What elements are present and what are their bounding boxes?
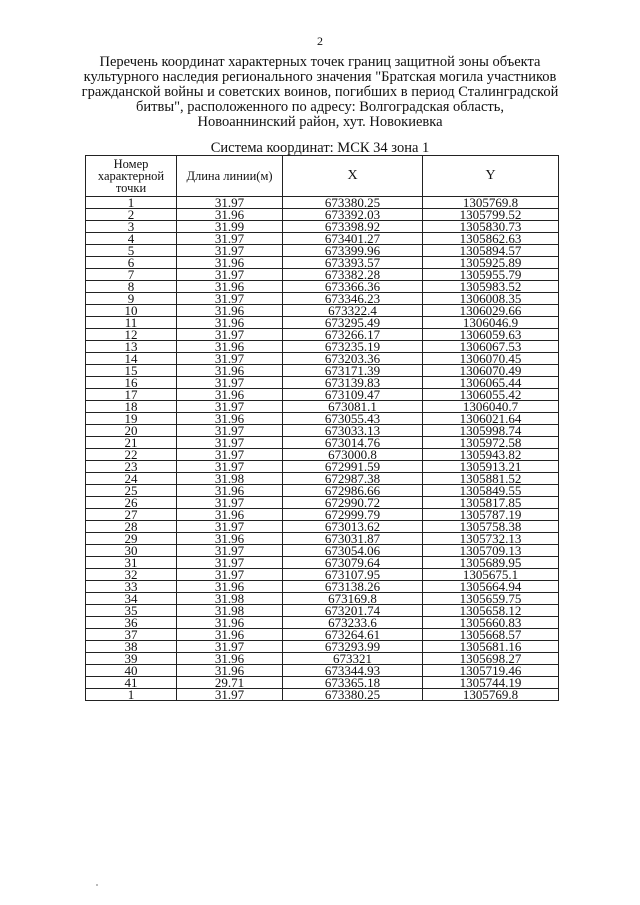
cell-line-length: 31.96 [177, 209, 283, 221]
cell-y: 1305698.27 [423, 653, 559, 665]
cell-y: 1305998.74 [423, 425, 559, 437]
table-row [86, 209, 559, 221]
cell-line-length: 31.96 [177, 533, 283, 545]
cell-line-length: 31.97 [177, 269, 283, 281]
cell-line-length: 31.97 [177, 425, 283, 437]
cell-point-number: 16 [86, 377, 177, 389]
cell-point-number: 27 [86, 509, 177, 521]
cell-x: 673233.6 [283, 617, 423, 629]
cell-x: 673295.49 [283, 317, 423, 329]
cell-y: 1305769.8 [423, 689, 559, 701]
cell-line-length: 31.96 [177, 281, 283, 293]
cell-line-length: 31.97 [177, 461, 283, 473]
cell-point-number: 1 [86, 689, 177, 701]
cell-y: 1305830.73 [423, 221, 559, 233]
title-line: Новоаннинский район, хут. Новокиевка [197, 114, 443, 130]
cell-x: 673139.83 [283, 377, 423, 389]
cell-x: 672990.72 [283, 497, 423, 509]
cell-y: 1305668.57 [423, 629, 559, 641]
table-row [86, 353, 559, 365]
cell-x: 673013.62 [283, 521, 423, 533]
header-line-length: Длина линии(м) [177, 156, 283, 197]
cell-x: 673392.03 [283, 209, 423, 221]
cell-y: 1305689.95 [423, 557, 559, 569]
cell-line-length: 31.97 [177, 293, 283, 305]
cell-line-length: 31.97 [177, 377, 283, 389]
cell-line-length: 31.96 [177, 389, 283, 401]
cell-x: 673107.95 [283, 569, 423, 581]
title-line: гражданской войны и советских воинов, погибших в период Сталинградской [81, 84, 559, 100]
cell-line-length: 31.96 [177, 617, 283, 629]
table-row [86, 641, 559, 653]
cell-y: 1305660.83 [423, 617, 559, 629]
cell-y: 1305719.46 [423, 665, 559, 677]
cell-point-number: 28 [86, 521, 177, 533]
cell-y: 1306070.49 [423, 365, 559, 377]
cell-line-length: 31.96 [177, 413, 283, 425]
cell-x: 673079.64 [283, 557, 423, 569]
cell-point-number: 36 [86, 617, 177, 629]
cell-point-number: 35 [86, 605, 177, 617]
table-row [86, 689, 559, 701]
table-row [86, 437, 559, 449]
table-row [86, 281, 559, 293]
cell-point-number: 38 [86, 641, 177, 653]
cell-line-length: 31.97 [177, 557, 283, 569]
cell-y: 1305983.52 [423, 281, 559, 293]
cell-point-number: 39 [86, 653, 177, 665]
header-y: Y [423, 156, 559, 197]
title-line: битвы", расположенного по адресу: Волгоградская область, [136, 99, 504, 115]
cell-point-number: 1 [86, 197, 177, 209]
cell-point-number: 18 [86, 401, 177, 413]
cell-x: 673393.57 [283, 257, 423, 269]
cell-point-number: 7 [86, 269, 177, 281]
cell-point-number: 40 [86, 665, 177, 677]
cell-line-length: 31.97 [177, 449, 283, 461]
cell-line-length: 31.99 [177, 221, 283, 233]
cell-y: 1305862.63 [423, 233, 559, 245]
cell-x: 672991.59 [283, 461, 423, 473]
cell-line-length: 31.96 [177, 365, 283, 377]
cell-x: 673344.93 [283, 665, 423, 677]
cell-y: 1305881.52 [423, 473, 559, 485]
cell-line-length: 31.96 [177, 341, 283, 353]
cell-line-length: 31.96 [177, 581, 283, 593]
table-row [86, 293, 559, 305]
cell-x: 672986.66 [283, 485, 423, 497]
cell-x: 673081.1 [283, 401, 423, 413]
table-row [86, 197, 559, 209]
cell-x: 673346.23 [283, 293, 423, 305]
cell-point-number: 8 [86, 281, 177, 293]
cell-point-number: 41 [86, 677, 177, 689]
cell-line-length: 31.96 [177, 509, 283, 521]
cell-line-length: 31.98 [177, 605, 283, 617]
cell-point-number: 6 [86, 257, 177, 269]
cell-point-number: 32 [86, 569, 177, 581]
cell-line-length: 31.97 [177, 641, 283, 653]
cell-point-number: 10 [86, 305, 177, 317]
cell-line-length: 31.96 [177, 653, 283, 665]
cell-y: 1306070.45 [423, 353, 559, 365]
cell-x: 673321 [283, 653, 423, 665]
header-point-number: Номер характерной точки [86, 156, 177, 197]
cell-y: 1305955.79 [423, 269, 559, 281]
cell-y: 1306021.64 [423, 413, 559, 425]
table-row [86, 257, 559, 269]
cell-x: 673401.27 [283, 233, 423, 245]
cell-point-number: 13 [86, 341, 177, 353]
table-row [86, 509, 559, 521]
cell-line-length: 31.98 [177, 593, 283, 605]
cell-point-number: 17 [86, 389, 177, 401]
table-row [86, 413, 559, 425]
table-row [86, 269, 559, 281]
table-row [86, 557, 559, 569]
cell-y: 1305925.89 [423, 257, 559, 269]
cell-x: 673322.4 [283, 305, 423, 317]
cell-line-length: 31.97 [177, 401, 283, 413]
cell-y: 1306065.44 [423, 377, 559, 389]
table-row [86, 485, 559, 497]
cell-y: 1305769.8 [423, 197, 559, 209]
table-row [86, 593, 559, 605]
cell-y: 1305758.38 [423, 521, 559, 533]
cell-y: 1306046.9 [423, 317, 559, 329]
cell-line-length: 31.97 [177, 545, 283, 557]
cell-x: 673014.76 [283, 437, 423, 449]
table-row [86, 377, 559, 389]
cell-point-number: 37 [86, 629, 177, 641]
cell-line-length: 31.97 [177, 437, 283, 449]
cell-line-length: 31.97 [177, 569, 283, 581]
coordinate-system-caption: Система координат: МСК 34 зона 1 [210, 140, 430, 156]
cell-point-number: 9 [86, 293, 177, 305]
table-row [86, 317, 559, 329]
cell-point-number: 2 [86, 209, 177, 221]
cell-line-length: 31.96 [177, 317, 283, 329]
cell-y: 1306067.53 [423, 341, 559, 353]
cell-line-length: 29.71 [177, 677, 283, 689]
cell-y: 1305817.85 [423, 497, 559, 509]
cell-point-number: 31 [86, 557, 177, 569]
table-row [86, 629, 559, 641]
cell-x: 673000.8 [283, 449, 423, 461]
table-row [86, 581, 559, 593]
cell-point-number: 15 [86, 365, 177, 377]
table-row [86, 473, 559, 485]
cell-point-number: 3 [86, 221, 177, 233]
table-row [86, 449, 559, 461]
cell-x: 672987.38 [283, 473, 423, 485]
cell-point-number: 19 [86, 413, 177, 425]
cell-x: 673266.17 [283, 329, 423, 341]
cell-point-number: 33 [86, 581, 177, 593]
cell-x: 673380.25 [283, 689, 423, 701]
table-row [86, 569, 559, 581]
table-row [86, 305, 559, 317]
coordinates-table [85, 155, 559, 701]
cell-line-length: 31.98 [177, 473, 283, 485]
table-row [86, 521, 559, 533]
cell-y: 1306055.42 [423, 389, 559, 401]
title-line: культурного наследия регионального значения "Братская могила участников [83, 69, 557, 85]
cell-point-number: 20 [86, 425, 177, 437]
title-line: Перечень координат характерных точек границ защитной зоны объекта [99, 54, 541, 70]
cell-line-length: 31.96 [177, 257, 283, 269]
cell-x: 673366.36 [283, 281, 423, 293]
cell-x: 673171.39 [283, 365, 423, 377]
table-row [86, 617, 559, 629]
cell-y: 1306040.7 [423, 401, 559, 413]
table-row [86, 221, 559, 233]
cell-line-length: 31.97 [177, 497, 283, 509]
cell-line-length: 31.97 [177, 329, 283, 341]
table-row [86, 677, 559, 689]
table-row [86, 665, 559, 677]
cell-point-number: 11 [86, 317, 177, 329]
cell-y: 1305732.13 [423, 533, 559, 545]
cell-x: 673203.36 [283, 353, 423, 365]
table-row [86, 365, 559, 377]
cell-point-number: 30 [86, 545, 177, 557]
table-row [86, 341, 559, 353]
table-header-row [86, 156, 559, 197]
cell-point-number: 29 [86, 533, 177, 545]
cell-y: 1305799.52 [423, 209, 559, 221]
page-number: 2 [317, 34, 323, 48]
cell-y: 1306059.63 [423, 329, 559, 341]
scan-speck [96, 884, 98, 886]
table-row [86, 461, 559, 473]
cell-y: 1305744.19 [423, 677, 559, 689]
table-row [86, 425, 559, 437]
cell-point-number: 25 [86, 485, 177, 497]
cell-y: 1305913.21 [423, 461, 559, 473]
cell-y: 1305894.57 [423, 245, 559, 257]
cell-line-length: 31.96 [177, 629, 283, 641]
cell-x: 673399.96 [283, 245, 423, 257]
cell-y: 1305787.19 [423, 509, 559, 521]
cell-x: 672999.79 [283, 509, 423, 521]
cell-line-length: 31.97 [177, 521, 283, 533]
cell-x: 673235.19 [283, 341, 423, 353]
cell-line-length: 31.97 [177, 353, 283, 365]
cell-y: 1305681.16 [423, 641, 559, 653]
cell-point-number: 26 [86, 497, 177, 509]
cell-y: 1305659.75 [423, 593, 559, 605]
cell-x: 673293.99 [283, 641, 423, 653]
cell-y: 1305849.55 [423, 485, 559, 497]
cell-line-length: 31.96 [177, 485, 283, 497]
document-title [80, 55, 560, 130]
cell-y: 1305664.94 [423, 581, 559, 593]
cell-y: 1306008.35 [423, 293, 559, 305]
cell-line-length: 31.97 [177, 197, 283, 209]
cell-x: 673398.92 [283, 221, 423, 233]
cell-x: 673054.06 [283, 545, 423, 557]
cell-line-length: 31.97 [177, 689, 283, 701]
table-row [86, 533, 559, 545]
cell-x: 673380.25 [283, 197, 423, 209]
cell-point-number: 14 [86, 353, 177, 365]
cell-y: 1305972.58 [423, 437, 559, 449]
cell-y: 1305943.82 [423, 449, 559, 461]
cell-point-number: 34 [86, 593, 177, 605]
cell-line-length: 31.96 [177, 305, 283, 317]
cell-x: 673055.43 [283, 413, 423, 425]
cell-y: 1305675.1 [423, 569, 559, 581]
cell-y: 1306029.66 [423, 305, 559, 317]
cell-x: 673031.87 [283, 533, 423, 545]
cell-x: 673169.8 [283, 593, 423, 605]
cell-x: 673365.18 [283, 677, 423, 689]
cell-x: 673109.47 [283, 389, 423, 401]
cell-point-number: 21 [86, 437, 177, 449]
cell-point-number: 24 [86, 473, 177, 485]
cell-point-number: 4 [86, 233, 177, 245]
cell-x: 673264.61 [283, 629, 423, 641]
cell-x: 673138.26 [283, 581, 423, 593]
table-row [86, 245, 559, 257]
header-x: X [283, 156, 423, 197]
table-row [86, 497, 559, 509]
table-body [86, 197, 559, 701]
cell-point-number: 22 [86, 449, 177, 461]
cell-point-number: 23 [86, 461, 177, 473]
cell-point-number: 12 [86, 329, 177, 341]
table-row [86, 653, 559, 665]
table-row [86, 233, 559, 245]
table-row [86, 389, 559, 401]
table-row [86, 605, 559, 617]
table-row [86, 545, 559, 557]
table-row [86, 401, 559, 413]
cell-x: 673201.74 [283, 605, 423, 617]
cell-y: 1305658.12 [423, 605, 559, 617]
cell-line-length: 31.97 [177, 233, 283, 245]
cell-line-length: 31.96 [177, 665, 283, 677]
cell-line-length: 31.97 [177, 245, 283, 257]
table-row [86, 329, 559, 341]
cell-x: 673382.28 [283, 269, 423, 281]
cell-y: 1305709.13 [423, 545, 559, 557]
cell-x: 673033.13 [283, 425, 423, 437]
cell-point-number: 5 [86, 245, 177, 257]
